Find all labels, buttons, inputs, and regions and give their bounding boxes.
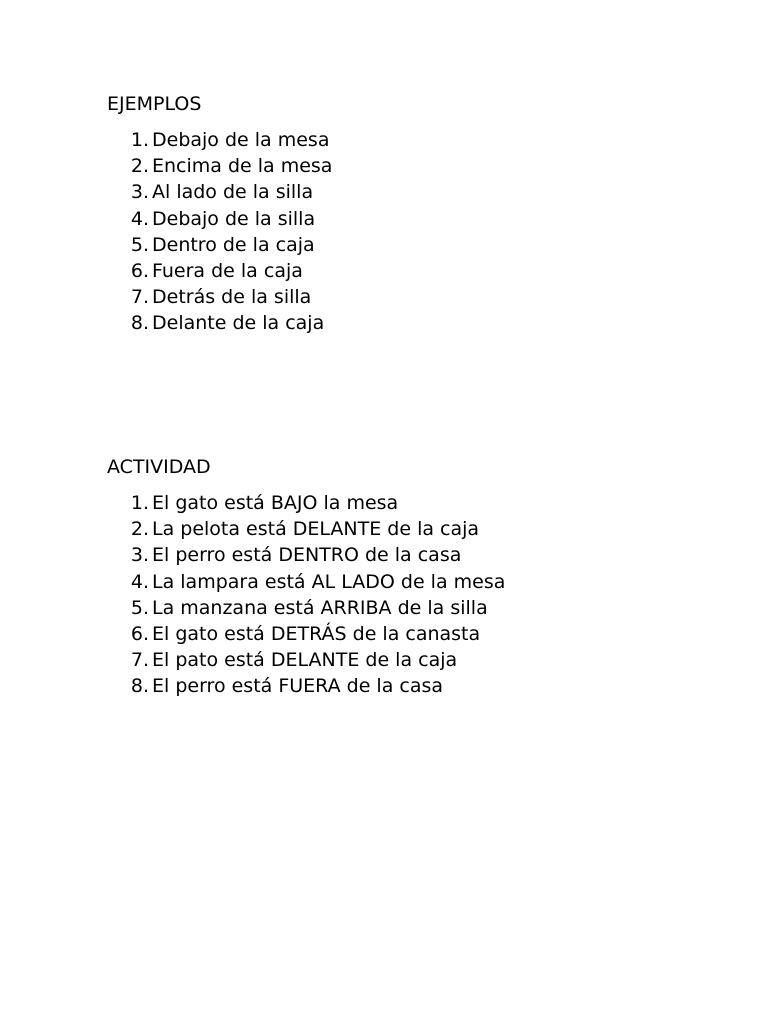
item-number: 2. xyxy=(130,518,149,541)
actividad-section xyxy=(107,454,505,700)
actividad-list-item xyxy=(107,673,505,699)
item-number: 8. xyxy=(130,312,149,335)
item-number: 4. xyxy=(130,570,149,593)
item-text: La lampara está AL LADO de la mesa xyxy=(152,570,506,593)
actividad-heading: ACTIVIDAD xyxy=(107,456,211,478)
item-text: Delante de la caja xyxy=(152,312,325,335)
item-text: Dentro de la caja xyxy=(152,233,315,256)
item-number: 2. xyxy=(130,155,149,178)
actividad-list-item xyxy=(107,595,505,621)
item-text: Al lado de la silla xyxy=(152,181,314,204)
item-number: 6. xyxy=(130,259,149,282)
item-text: El gato está BAJO la mesa xyxy=(152,492,399,514)
actividad-list-item xyxy=(107,490,505,516)
item-text: La manzana está ARRIBA de la silla xyxy=(152,596,488,619)
actividad-list-item xyxy=(107,621,505,647)
item-text: Encima de la mesa xyxy=(152,155,333,178)
ejemplos-list-item xyxy=(107,284,332,310)
item-text: El perro está FUERA de la casa xyxy=(152,675,444,698)
ejemplos-list-item xyxy=(107,127,332,153)
ejemplos-list-item xyxy=(107,153,332,179)
ejemplos-heading: EJEMPLOS xyxy=(107,93,202,115)
ejemplos-list-item xyxy=(107,310,332,336)
item-text: Debajo de la silla xyxy=(152,207,316,230)
ejemplos-list-item xyxy=(107,206,332,232)
item-text: Detrás de la silla xyxy=(152,286,312,309)
item-number: 7. xyxy=(130,286,149,309)
ejemplos-list-item xyxy=(107,258,332,284)
actividad-list-item xyxy=(107,516,505,542)
item-number: 8. xyxy=(130,675,149,698)
item-number: 1. xyxy=(130,492,149,514)
item-number: 5. xyxy=(130,233,149,256)
item-number: 7. xyxy=(130,649,149,672)
item-text: El perro está DENTRO de la casa xyxy=(152,544,462,567)
ejemplos-list xyxy=(107,127,332,337)
actividad-list-item xyxy=(107,647,505,673)
ejemplos-section xyxy=(107,91,332,337)
ejemplos-list-item xyxy=(107,232,332,258)
actividad-list xyxy=(107,490,505,700)
item-number: 3. xyxy=(130,181,149,204)
item-text: Fuera de la caja xyxy=(152,259,303,282)
item-number: 1. xyxy=(130,129,149,151)
item-number: 4. xyxy=(130,207,149,230)
item-text: Debajo de la mesa xyxy=(152,129,330,151)
item-number: 5. xyxy=(130,596,149,619)
actividad-list-item xyxy=(107,542,505,568)
ejemplos-list-item xyxy=(107,179,332,205)
item-text: El pato está DELANTE de la caja xyxy=(152,649,458,672)
item-text: La pelota está DELANTE de la caja xyxy=(152,518,480,541)
item-number: 6. xyxy=(130,622,149,645)
item-text: El gato está DETRÁS de la canasta xyxy=(152,622,481,645)
actividad-list-item xyxy=(107,569,505,595)
item-number: 3. xyxy=(130,544,149,567)
